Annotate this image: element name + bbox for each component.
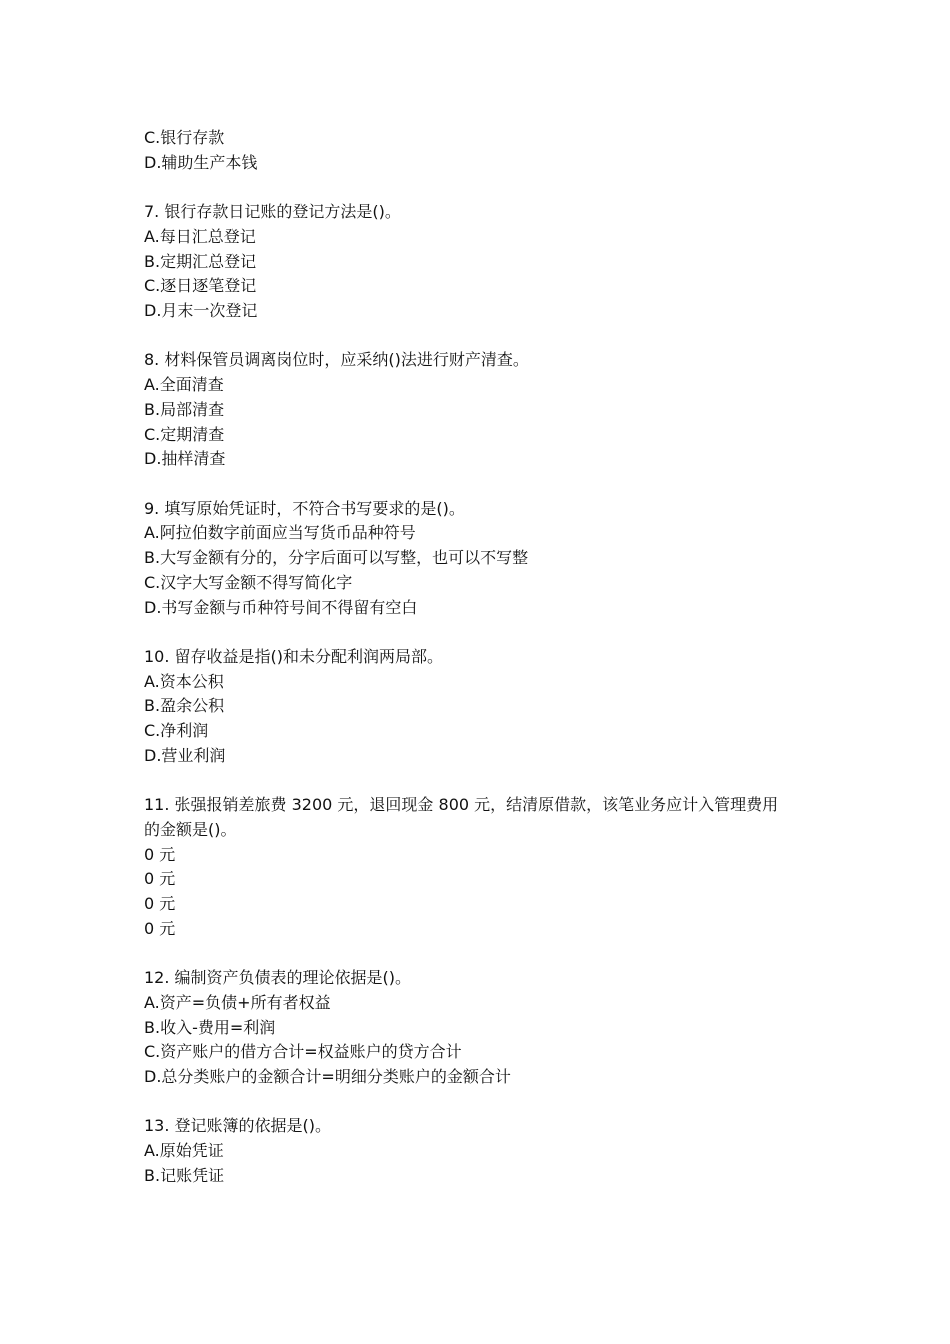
question-stem: 8. 材料保管员调离岗位时，应采纳()法进行财产清查。 [144,350,529,370]
option-a: A.资本公积 [144,671,224,691]
option-a: A.资产=负债+所有者权益 [144,992,331,1012]
option-d: D.营业利润 [144,745,226,765]
option-d: D.抽样清查 [144,449,226,469]
option-3: 0 元 [144,894,176,913]
option-c: C.银行存款 [144,128,225,147]
option-c: C.定期清查 [144,424,225,444]
question-11 [144,793,814,942]
option-d: D.总分类账户的金额合计=明细分类账户的金额合计 [144,1067,511,1086]
option-a: A.阿拉伯数字前面应当写货币品种符号 [144,523,416,543]
option-c: C.汉字大写金额不得写简化字 [144,572,353,592]
question-stem-line-2: 的金额是()。 [144,819,237,839]
option-b: B.盈余公积 [144,696,225,716]
question-stem: 13. 登记账簿的依据是()。 [144,1116,332,1136]
option-4: 0 元 [144,918,176,938]
option-b: B.局部清查 [144,399,225,419]
option-b: B.定期汇总登记 [144,251,257,271]
question-8 [144,348,814,472]
question-9 [144,497,814,621]
question-12 [144,966,814,1090]
option-1: 0 元 [144,844,176,864]
question-stem: 10. 留存收益是指()和未分配利润两局部。 [144,646,444,666]
option-a: A.每日汇总登记 [144,226,256,246]
question-10 [144,645,814,769]
option-a: A.原始凭证 [144,1141,224,1160]
option-d: D.书写金额与币种符号间不得留有空白 [144,597,418,617]
question-stem-line-1: 11. 张强报销差旅费 3200 元，退回现金 800 元，结清原借款，该笔业务应计入管理费用 [144,795,779,814]
question-stem: 12. 编制资产负债表的理论依据是()。 [144,968,412,987]
option-2: 0 元 [144,869,176,889]
option-b: B.记账凭证 [144,1165,225,1185]
question-stem: 9. 填写原始凭证时，不符合书写要求的是()。 [144,498,465,518]
continuation-options [144,126,814,176]
option-d: D.辅助生产本钱 [144,152,258,172]
option-c: C.资产账户的借方合计=权益账户的贷方合计 [144,1042,462,1062]
option-c: C.逐日逐笔登记 [144,276,257,296]
document-page [144,126,814,1189]
option-c: C.净利润 [144,721,209,740]
question-stem: 7. 银行存款日记账的登记方法是()。 [144,202,401,221]
option-a: A.全面清查 [144,375,224,394]
question-13 [144,1114,814,1188]
option-b: B.大写金额有分的，分字后面可以写整，也可以不写整 [144,548,529,567]
option-d: D.月末一次登记 [144,301,258,320]
question-7 [144,200,814,324]
option-b: B.收入-费用=利润 [144,1017,276,1037]
